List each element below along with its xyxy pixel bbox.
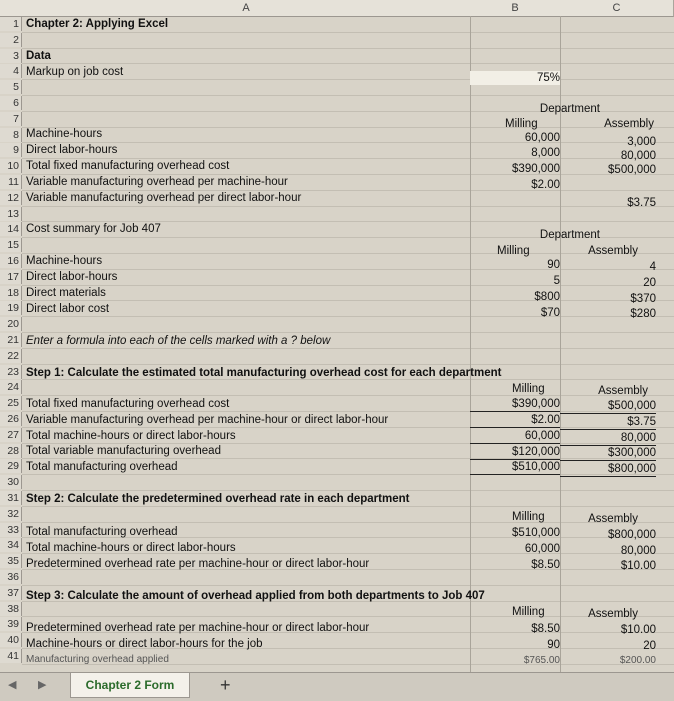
row-header[interactable]: 35 (0, 554, 22, 568)
grid-line (22, 48, 674, 49)
row-header[interactable]: 11 (0, 175, 22, 189)
markup-value[interactable]: 75% (470, 71, 560, 85)
step3-assembly-header[interactable]: Assembly (588, 608, 638, 620)
dept-row-label[interactable]: Variable manufacturing overhead per machine-hour (26, 176, 288, 188)
row-header[interactable]: 14 (0, 222, 22, 236)
step1-row-milling[interactable]: 60,000 (470, 429, 560, 444)
job-row-label[interactable]: Direct labor-hours (26, 271, 118, 283)
job-row-assembly[interactable]: 4 (649, 261, 656, 273)
row-header[interactable]: 38 (0, 602, 22, 616)
step3-milling-header[interactable]: Milling (512, 606, 545, 618)
row-header[interactable]: 21 (0, 333, 22, 347)
row-header[interactable]: 17 (0, 270, 22, 284)
dept-row-assembly[interactable]: $3.75 (627, 197, 656, 209)
job-row-milling[interactable]: $70 (540, 307, 560, 319)
step3-row-label[interactable]: Manufacturing overhead applied (26, 654, 169, 665)
job-row-label[interactable]: Direct materials (26, 287, 106, 299)
row-header[interactable]: 20 (0, 317, 22, 331)
step2-milling-header[interactable]: Milling (512, 511, 545, 523)
sheet-title[interactable]: Chapter 2: Applying Excel (26, 18, 169, 30)
row-header[interactable]: 8 (0, 128, 22, 142)
row-header[interactable]: 36 (0, 570, 22, 584)
step3-row-milling[interactable]: $765.00 (523, 655, 560, 666)
step3-row-milling[interactable]: $8.50 (531, 623, 560, 635)
step2-title[interactable]: Step 2: Calculate the predetermined overhead rate in each department (26, 493, 410, 505)
dept-row-label[interactable]: Machine-hours (26, 128, 103, 140)
row-header[interactable]: 40 (0, 633, 22, 647)
row-header[interactable]: 26 (0, 412, 22, 426)
row-header[interactable]: 31 (0, 491, 22, 505)
step1-milling-header[interactable]: Milling (512, 383, 545, 395)
row-header[interactable]: 2 (0, 33, 22, 47)
step1-row-label[interactable]: Total variable manufacturing overhead (26, 445, 221, 457)
step2-row-milling[interactable]: $8.50 (531, 559, 560, 571)
step3-row-label[interactable]: Machine-hours or direct labor-hours for the job (26, 638, 263, 650)
dept-row-assembly[interactable]: 3,000 (627, 136, 656, 148)
job-row-assembly[interactable]: $370 (630, 293, 656, 305)
cost-summary-department[interactable]: Department (539, 229, 600, 241)
row-header[interactable]: 19 (0, 301, 22, 315)
step1-row-label[interactable]: Total machine-hours or direct labor-hours (26, 430, 236, 442)
tab-scroll-right-icon[interactable]: ▶ (38, 679, 47, 691)
row-header[interactable]: 32 (0, 507, 22, 521)
tab-scroll-left-icon[interactable]: ◀ (8, 679, 17, 691)
row-header[interactable]: 25 (0, 396, 22, 410)
cost-summary-label[interactable]: Cost summary for Job 407 (26, 223, 161, 235)
dept-row-milling[interactable]: 60,000 (524, 132, 560, 144)
step2-row-label[interactable]: Predetermined overhead rate per machine-hour or direct labor-hour (26, 558, 370, 570)
job-row-milling[interactable]: 5 (553, 275, 560, 287)
row-header[interactable]: 37 (0, 586, 22, 600)
dept-row-assembly[interactable]: 80,000 (620, 150, 656, 162)
milling-header[interactable]: Milling (505, 118, 538, 130)
step1-row-assembly[interactable]: $300,000 (560, 446, 656, 461)
row-header[interactable]: 16 (0, 254, 22, 268)
job-row-assembly[interactable]: $280 (630, 308, 656, 320)
step1-row-milling[interactable]: $390,000 (470, 397, 560, 412)
step3-row-milling[interactable]: 90 (547, 639, 560, 651)
department-header[interactable]: Department (539, 103, 600, 115)
step2-row-label[interactable]: Total manufacturing overhead (26, 526, 178, 538)
row-header[interactable]: 41 (0, 649, 22, 663)
step1-row-milling[interactable]: $510,000 (470, 460, 560, 475)
row-header[interactable]: 33 (0, 523, 22, 537)
row-header[interactable]: 28 (0, 444, 22, 458)
dept-row-milling[interactable]: 8,000 (531, 147, 560, 159)
grid-line (22, 79, 674, 80)
grid-line (22, 332, 674, 333)
dept-row-assembly[interactable]: $500,000 (608, 164, 656, 176)
step1-row-label[interactable]: Total manufacturing overhead (26, 461, 178, 473)
corner-cell[interactable] (0, 0, 23, 17)
job-row-label[interactable]: Direct labor cost (26, 303, 110, 315)
row-header[interactable]: 24 (0, 380, 22, 394)
step2-row-milling[interactable]: 60,000 (524, 543, 560, 555)
dept-row-label[interactable]: Direct labor-hours (26, 144, 118, 156)
sheet-tab-chapter-2-form[interactable]: Chapter 2 Form (70, 673, 190, 698)
dept-row-milling[interactable]: $2.00 (531, 179, 560, 191)
grid-line (22, 490, 674, 491)
job-row-label[interactable]: Machine-hours (26, 255, 103, 267)
step2-row-assembly[interactable]: $800,000 (608, 529, 656, 541)
dept-row-label[interactable]: Total fixed manufacturing overhead cost (26, 160, 230, 172)
step1-title[interactable]: Step 1: Calculate the estimated total manufacturing overhead cost for each department (26, 367, 502, 379)
job-row-milling[interactable]: $800 (534, 291, 560, 303)
row-header[interactable]: 1 (0, 17, 22, 31)
row-header[interactable]: 7 (0, 112, 22, 126)
step1-row-milling[interactable]: $2.00 (470, 413, 560, 428)
row-header[interactable]: 6 (0, 96, 22, 110)
step2-row-milling[interactable]: $510,000 (512, 527, 560, 539)
dept-row-label[interactable]: Variable manufacturing overhead per direct labor-hour (26, 192, 302, 204)
row-header[interactable]: 39 (0, 617, 22, 631)
step2-assembly-header[interactable]: Assembly (588, 513, 638, 525)
dept-row-milling[interactable]: $390,000 (512, 163, 560, 175)
row-header[interactable]: 13 (0, 207, 22, 221)
row-header[interactable]: 4 (0, 64, 22, 78)
row-header[interactable]: 23 (0, 365, 22, 379)
row-header[interactable]: 22 (0, 349, 22, 363)
step1-assembly-header[interactable]: Assembly (598, 385, 648, 397)
row-header[interactable]: 12 (0, 191, 22, 205)
step2-row-label[interactable]: Total machine-hours or direct labor-hours (26, 542, 236, 554)
step1-row-assembly[interactable]: $500,000 (560, 399, 656, 414)
row-header[interactable]: 29 (0, 459, 22, 473)
step2-row-assembly[interactable]: $10.00 (620, 560, 656, 572)
job-row-milling[interactable]: 90 (547, 259, 560, 271)
grid-line (22, 364, 674, 365)
sheet-tab-bar (0, 672, 674, 701)
row-header[interactable]: 10 (0, 159, 22, 173)
step3-row-label[interactable]: Predetermined overhead rate per machine-hour or direct labor-hour (26, 622, 370, 634)
row-header[interactable]: 3 (0, 49, 22, 63)
row-header[interactable]: 34 (0, 538, 22, 552)
step2-row-assembly[interactable]: 80,000 (620, 545, 656, 557)
step1-row-assembly[interactable]: 80,000 (560, 431, 656, 446)
step1-row-label[interactable]: Total fixed manufacturing overhead cost (26, 398, 230, 410)
column-header-b[interactable]: B (470, 0, 561, 17)
column-header-a[interactable]: A (22, 0, 471, 17)
row-header[interactable]: 27 (0, 428, 22, 442)
step3-row-assembly[interactable]: 20 (643, 640, 656, 652)
row-header[interactable]: 5 (0, 80, 22, 94)
instruction-text[interactable]: Enter a formula into each of the cells marked with a ? below (26, 335, 331, 347)
row-header[interactable]: 15 (0, 238, 22, 252)
step1-row-label[interactable]: Variable manufacturing overhead per machine-hour or direct labor-hour (26, 414, 389, 426)
column-header-c[interactable]: C (560, 0, 674, 17)
step1-row-assembly[interactable]: $800,000 (560, 462, 656, 477)
step3-title[interactable]: Step 3: Calculate the amount of overhead applied from both departments to Job 407 (26, 590, 485, 602)
row-header[interactable]: 30 (0, 475, 22, 489)
step1-row-milling[interactable]: $120,000 (470, 445, 560, 460)
grid-line (22, 95, 674, 96)
row-header[interactable]: 18 (0, 286, 22, 300)
data-heading[interactable]: Data (26, 50, 51, 62)
cost-summary-assembly[interactable]: Assembly (588, 245, 638, 257)
step1-row-assembly[interactable]: $3.75 (560, 415, 656, 430)
row-header[interactable]: 9 (0, 143, 22, 157)
step3-row-assembly[interactable]: $10.00 (620, 624, 656, 636)
grid-line (22, 585, 674, 586)
add-sheet-button[interactable]: + (220, 675, 231, 695)
grid-line (22, 32, 674, 33)
job-row-assembly[interactable]: 20 (643, 277, 656, 289)
assembly-header[interactable]: Assembly (604, 118, 654, 130)
cost-summary-milling[interactable]: Milling (497, 245, 530, 257)
step3-row-assembly[interactable]: $200.00 (619, 655, 656, 666)
markup-label[interactable]: Markup on job cost (26, 66, 124, 78)
